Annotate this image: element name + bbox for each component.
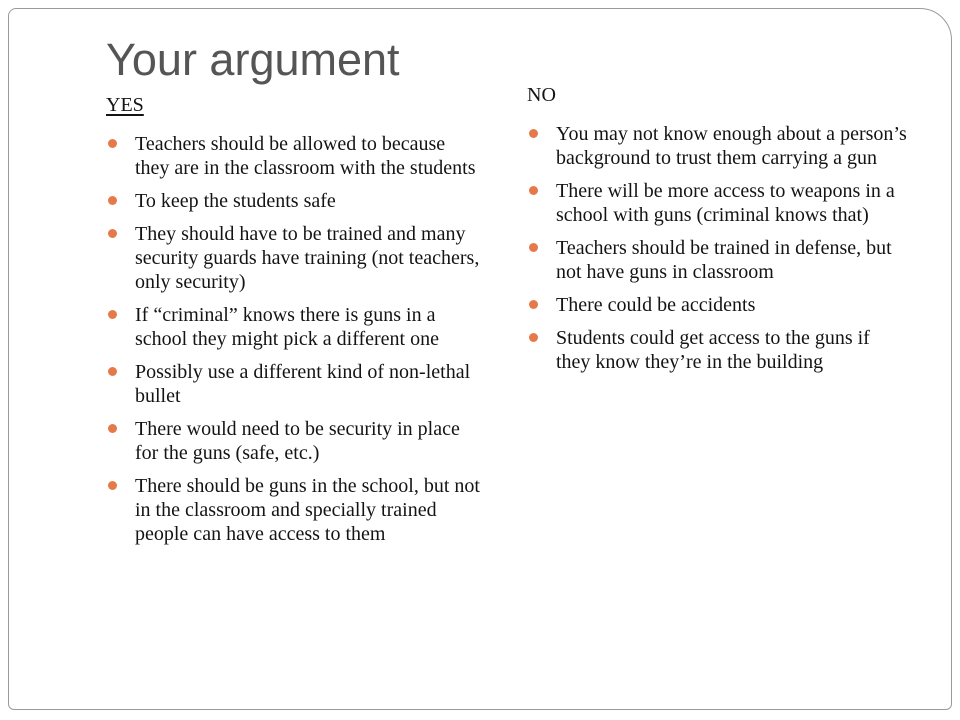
no-item-text: There could be accidents [556, 294, 756, 316]
slide-title: Your argument [106, 34, 400, 85]
yes-item [106, 417, 484, 465]
no-item [527, 122, 909, 170]
bullet-icon [529, 333, 538, 342]
no-item [527, 179, 909, 227]
yes-item-text: To keep the students safe [135, 190, 336, 212]
yes-item-text: There should be guns in the school, but not in the classroom and specially trained people can have access to them [135, 475, 480, 545]
bullet-icon [108, 139, 117, 148]
no-item-text: You may not know enough about a person’s background to trust them carrying a gun [556, 123, 907, 169]
no-heading: NO [527, 84, 556, 106]
yes-item [106, 132, 484, 180]
no-list [527, 122, 909, 374]
bullet-icon [108, 367, 117, 376]
no-item-text: Teachers should be trained in defense, but not have guns in classroom [556, 237, 892, 283]
yes-item [106, 474, 484, 546]
no-item-text: There will be more access to weapons in a school with guns (criminal knows that) [556, 180, 895, 226]
yes-item-text: If “criminal” knows there is guns in a school they might pick a different one [135, 304, 439, 350]
yes-item-text: Teachers should be allowed to because they are in the classroom with the students [135, 133, 476, 179]
yes-list [106, 132, 484, 546]
bullet-icon [108, 310, 117, 319]
no-item [527, 326, 909, 374]
no-column [527, 82, 909, 383]
bullet-icon [108, 481, 117, 490]
yes-item-text: Possibly use a different kind of non-lethal bullet [135, 361, 471, 407]
yes-item [106, 303, 484, 351]
yes-item-text: They should have to be trained and many security guards have training (not teachers, only security) [135, 223, 480, 293]
yes-item [106, 189, 484, 213]
yes-item-text: There would need to be security in place for the guns (safe, etc.) [135, 418, 460, 464]
yes-heading: YES [106, 94, 144, 116]
no-item [527, 236, 909, 284]
bullet-icon [529, 129, 538, 138]
bullet-icon [529, 300, 538, 309]
bullet-icon [108, 229, 117, 238]
no-item [527, 293, 909, 317]
yes-item [106, 222, 484, 294]
bullet-icon [529, 243, 538, 252]
no-item-text: Students could get access to the guns if they know they’re in the building [556, 327, 870, 373]
bullet-icon [108, 424, 117, 433]
bullet-icon [529, 186, 538, 195]
bullet-icon [108, 196, 117, 205]
yes-item [106, 360, 484, 408]
yes-column [106, 92, 484, 555]
